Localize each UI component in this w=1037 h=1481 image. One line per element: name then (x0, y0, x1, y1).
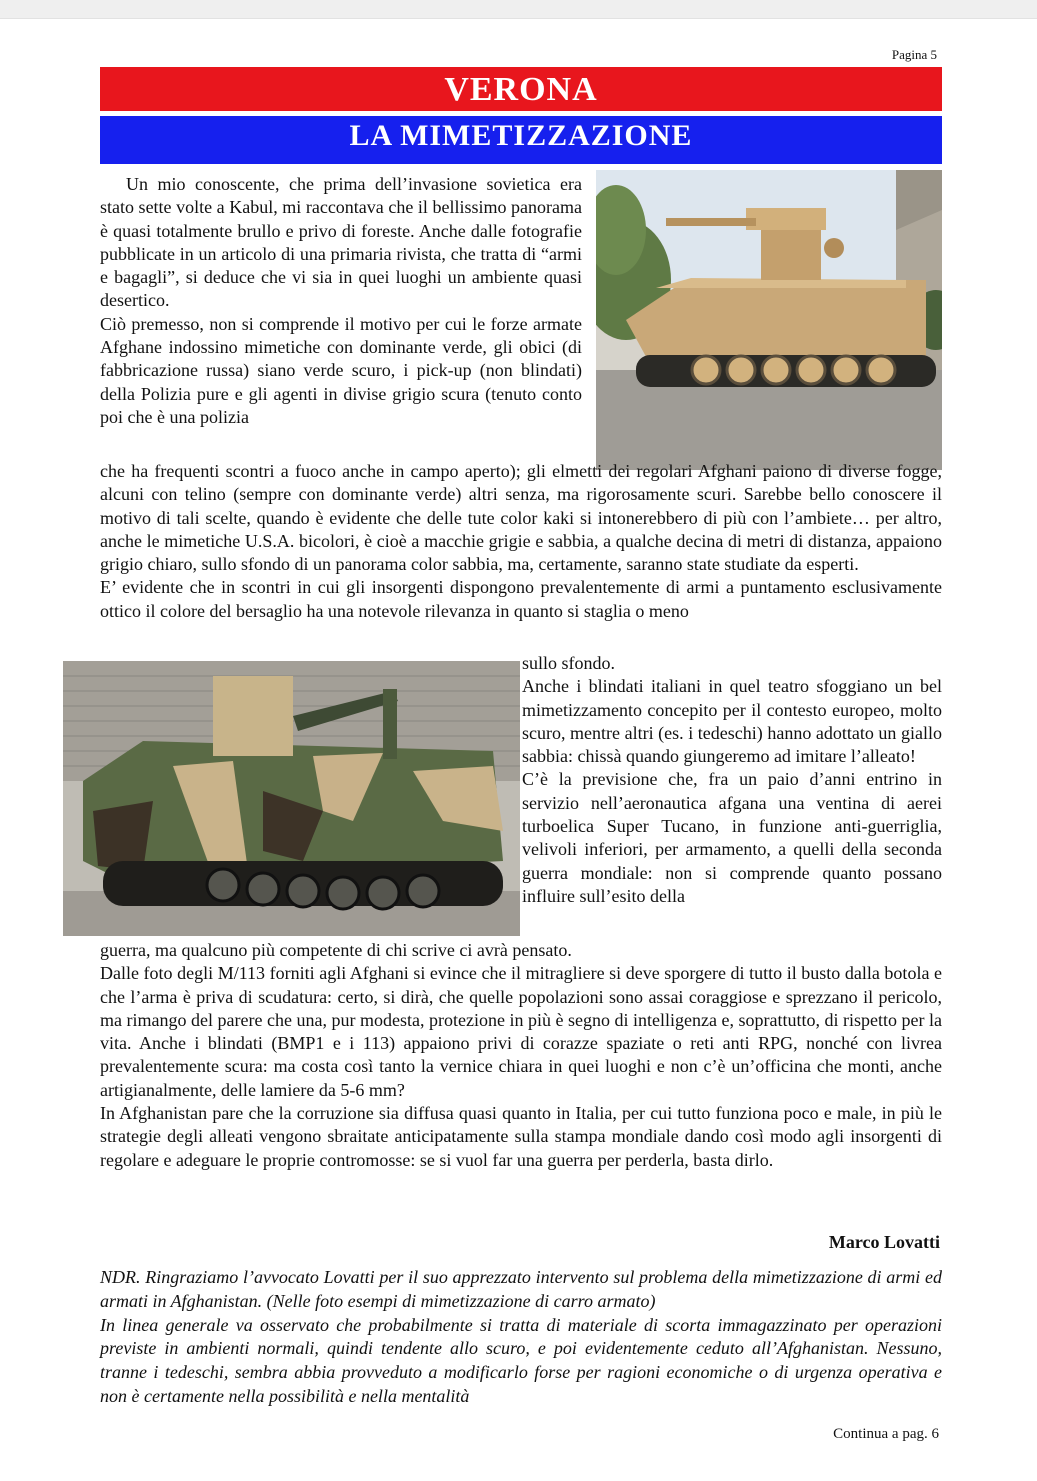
top-band (0, 0, 1037, 19)
paragraph: C’è la previsione che, fra un paio d’anni entrino in servizio nell’aeronautica afgana una ventina di aerei turboelica Super Tucano, in funzione anti-guerriglia, velivoli inferiori, per armamento, a quelli della seconda guerra mondiale: non si comprende quanto possano influire sull’esito della (522, 769, 942, 906)
editor-note-paragraph: NDR. Ringraziamo l’avvocato Lovatti per il suo apprezzato intervento sul problema della mimetizzazione di armi ed armati in Afghanistan. (Nelle foto esempi di mimetizzazione di carro armato) (100, 1267, 942, 1311)
editor-note-paragraph: In linea generale va osservato che probabilmente si tratta di materiale di scorta immagazzinato per operazioni previste in ambienti normali, quindi tendente allo scuro, e poi evidentemente ceduto all’Afghanistan. Nessuno, tranne i tedeschi, sembra abbia provveduto a modificarlo forse per ragioni economiche o di urgenza operativa e non è certamente nella possibilità e nella mentalità (100, 1314, 942, 1406)
paragraph: Dalle foto degli M/113 forniti agli Afghani si evince che il mitragliere si deve sporgere di tutto il busto dalla botola e che l’arma è priva di scudatura: certo, si dirà, che quelle popolazioni sono assai coraggiose e sprezzano il pericolo, ma rimango del parere che una, pur modesta, protezione in più è segno di intelligenza e, soprattutto, di rispetto per la vita. Anche i blindati (BMP1 e i 113) appaiono privi di corazze spaziate o reti anti RPG, nonché con livrea prevalentemente scura: ma costa così tanto la vernice chiara in quei luoghi e non c’è un’officina che monti, anche artigianalmente, delle lamiere da 5-6 mm? (100, 963, 942, 1100)
article-text-right (522, 652, 942, 908)
paragraph: Un mio conoscente, che prima dell’invasione sovietica era stato sette volte a Kabul, mi raccontava che il bellissimo panorama è quasi totalmente brullo e privo di foreste. Anche dalle fotografie pubblicate in un articolo di una primaria rivista, che tratta di “armi e bagagli”, si deduce che vi sia in quei luoghi un ambiente quasi desertico. (100, 174, 582, 311)
photo-sand-apc (596, 170, 942, 470)
paragraph: che ha frequenti scontri a fuoco anche in campo aperto); gli elmetti dei regolari Afghani paiono di diverse fogge, alcuni con telino (sempre con dominante verde) altri senza, ma rigorosamente scuri. Sarebbe bello conoscere il motivo di tali scelte, quando è evidente che delle tute color kaki si intonerebbero di più con l’ambiete… per altro, anche le mimetiche U.S.A. bicolori, è cioè a macchie grigie e sabbia, a qualche decina di metri di distanza, appaiono grigio chiaro, sullo sfondo di un panorama color sabbia, ma, certamente, saranno state studiate da esperti. (100, 461, 942, 575)
paragraph: guerra, ma qualcuno più competente di chi scrive ci avrà pensato. (100, 940, 572, 960)
article-text-bottom (100, 939, 942, 1172)
editor-note (100, 1266, 942, 1409)
author-signature: Marco Lovatti (828, 1232, 940, 1252)
section-title: VERONA (100, 67, 942, 111)
paragraph: Anche i blindati italiani in quel teatro sfoggiano un bel mimetizzamento concepito per il contesto europeo, molto scuro, mentre altri (es. i tedeschi) hanno adottato un giallo sabbia: chissà quando giungeremo ad imitare l’alleato! (522, 676, 942, 767)
paragraph: E’ evidente che in scontri in cui gli insorgenti dispongono prevalentemente di armi a puntamento esclusivamente ottico il colore del bersaglio ha una notevole rilevanza in quanto si staglia o meno (100, 577, 942, 621)
article-text-left (100, 173, 582, 429)
continued-label: Continua a pag. 6 (833, 1426, 939, 1442)
paragraph: In Afghanistan pare che la corruzione sia diffusa quasi quanto in Italia, per cui tutto funziona poco e male, in più le strategie degli alleati vengono sbraitate anticipatamente sulla stampa mondiale dando così modo agli insorgenti di regolare e adeguare le proprie contromosse: se si vuol far una guerra per perderla, basta dirlo. (100, 1103, 942, 1170)
photo-camo-vehicle (63, 661, 520, 936)
paragraph: sullo sfondo. (522, 653, 616, 673)
page-number: Pagina 5 (891, 47, 937, 62)
article-text-full (100, 460, 942, 623)
paragraph: Ciò premesso, non si comprende il motivo per cui le forze armate Afghane indossino mimetiche con dominante verde, gli obici (di fabbricazione russa) siano verde scuro, i pick-up (non blindati) della Polizia pure e gli agenti in divise grigio scura (tenuto conto poi che è una polizia (100, 313, 582, 427)
article-title: LA MIMETIZZAZIONE (100, 116, 942, 164)
